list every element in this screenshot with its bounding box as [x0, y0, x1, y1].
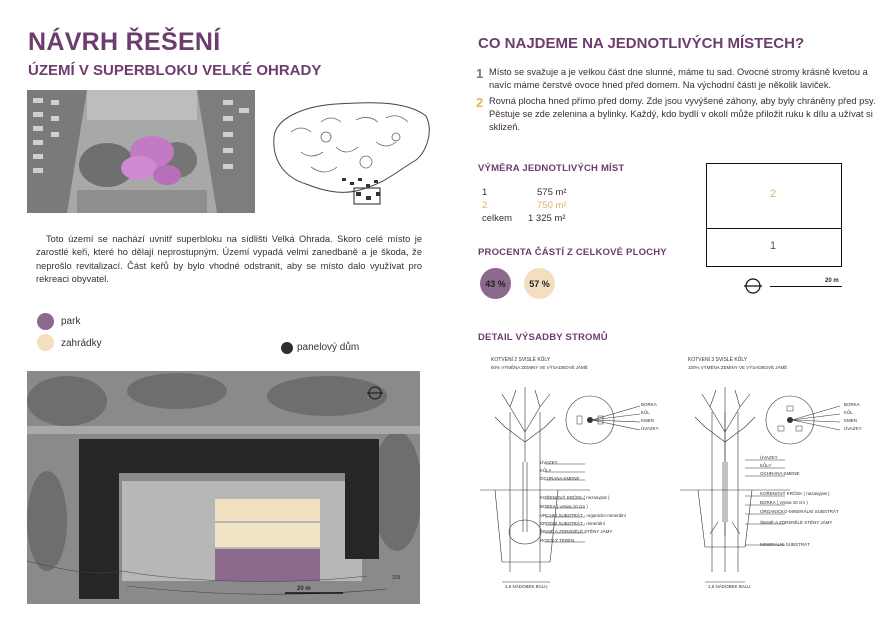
d2-label-6: ŠIKMÉ A ZDRSNĚLÉ STĚNY JÁMY	[760, 520, 833, 525]
detail-2-subheading: 100% VÝMĚNA ZEMINY VE VÝSADBOVÉ JÁMĚ	[688, 365, 788, 370]
detail-1-heading: KOTVENÍ 2 SVISLÉ KŮLY	[491, 357, 551, 363]
d2-bottom-label: 1,5 NÁDOBEK BALU	[708, 584, 751, 589]
area-2-value: 750 m²	[537, 200, 567, 211]
legend-park-swatch	[37, 313, 54, 330]
area-plan-diagram	[706, 163, 842, 267]
aerial-corner-label: 328	[392, 575, 401, 581]
area-1-value: 575 m²	[537, 187, 567, 198]
d1-plan-label-1: KŮL	[641, 410, 650, 415]
detail-2-heading: KOTVENÍ 3 SVISLÉ KŮLY	[688, 357, 748, 363]
legend-building-label: panelový dům	[297, 342, 360, 353]
d2-plan-label-0: BORKA	[844, 402, 860, 407]
percent-park: 43 %	[480, 268, 511, 299]
page-title: NÁVRH ŘEŠENÍ	[28, 28, 221, 56]
d1-bottom-label: 1,5 NÁDOBEK BALU	[505, 584, 548, 589]
d1-label-0: ÚVAZKY	[540, 460, 558, 465]
detail-title: DETAIL VÝSADBY STROMŮ	[478, 332, 608, 343]
plan-scale-bar	[770, 286, 842, 287]
area-total-label: celkem	[482, 213, 513, 224]
site-photo	[27, 90, 255, 213]
area-1-label: 1	[482, 187, 488, 198]
d2-plan-label-1: KŮL	[844, 410, 853, 415]
legend-gardens-swatch	[37, 334, 54, 351]
detail-1-subheading: 50% VÝMĚNA ZEMINY VE VÝSADBOVÉ JÁMĚ	[491, 365, 588, 370]
d2-label-5: ORGANICKO-MINERÁLNÍ SUBSTRÁT	[760, 509, 839, 514]
d2-label-7: MINERÁLNÍ SUBSTRÁT	[760, 542, 810, 547]
d2-label-3: KOŘENOVÝ KRČEK ( nezasypat )	[760, 491, 830, 496]
areas-title: VÝMĚRA JEDNOTLIVÝCH MÍST	[478, 163, 625, 174]
area-total-value: 1 325 m²	[528, 213, 566, 224]
d1-label-7: ŠIKMÉ A ZDRSNĚLÉ STĚNY JÁMY	[540, 529, 613, 534]
place-2-text: Rovná plocha hned přímo před domy. Zde jsou vyvýšené záhony, aby byly chráněny před psy. Pěstuje se zde zelenina a bylinky. Každý, kdo bydlí v okolí může přiložit ruku k dílu a užívat si sklizeň.	[489, 96, 876, 132]
aerial-map	[27, 371, 420, 604]
d1-plan-label-0: BORKA	[641, 402, 657, 407]
d1-label-6: SPODNÍ SUBSTRÁT - minerální	[540, 521, 605, 526]
location-map	[266, 92, 434, 210]
d1-label-1: KŮLY	[540, 468, 552, 473]
percent-gardens: 57 %	[524, 268, 555, 299]
legend-park-label: park	[61, 316, 81, 327]
places-title: CO NAJDEME NA JEDNOTLIVÝCH MÍSTECH?	[478, 35, 805, 52]
d1-label-3: KOŘENOVÝ KRČEK ( nezasypat )	[540, 495, 610, 500]
d2-label-2: OCHRANA KMENE	[760, 471, 800, 476]
plan-north-icon	[743, 276, 763, 296]
place-1-number: 1	[476, 66, 484, 81]
legend-gardens-label: zahrádky	[61, 338, 102, 349]
legend-building-swatch	[281, 342, 293, 354]
d1-label-5: VRCHNÍ SUBSTRÁT - organicko-minerální	[540, 513, 626, 518]
page-subtitle: ÚZEMÍ V SUPERBLOKU VELKÉ OHRADY	[28, 62, 322, 79]
d1-plan-label-2: KMEN	[641, 418, 655, 423]
d1-label-2: OCHRANA KMENE	[540, 476, 580, 481]
percent-title: PROCENTA ČÁSTÍ Z CELKOVÉ PLOCHY	[478, 247, 667, 258]
d2-plan-label-2: KMEN	[844, 418, 858, 423]
place-2-number: 2	[476, 95, 484, 110]
plan-label-2: 2	[770, 188, 777, 200]
area-2-label: 2	[482, 200, 488, 211]
d2-label-4: BORKA ( vrstva 10 cm )	[760, 500, 808, 505]
d1-label-4: BORKA ( vrstva 10 cm )	[540, 504, 588, 509]
plan-scale-label: 20 m	[825, 278, 839, 284]
site-description: Toto území se nachází uvnitř superbloku na sídlišti Velká Ohrada. Skoro celé místo je zarostlé keři, které ho dělají neprostupným. Území vypadá velmi zanedbaně a je škoda, že neprošlo revitalizací. Část keřů by bylo vhodné odstranit, aby se místo dalo využívat pro rekreaci obyvatel.	[36, 234, 422, 285]
place-1-text: Místo se svažuje a je velkou část dne slunné, máme tu sad. Ovocné stromy krásně kvetou a navíc máme čerstvé ovoce hned před domem. Na východní části je několik laviček.	[489, 67, 868, 90]
d1-plan-label-3: ÚVAZKY	[641, 426, 659, 431]
d2-label-0: ÚVAZKY	[760, 455, 778, 460]
d2-plan-label-3: ÚVAZKY	[844, 426, 862, 431]
d1-label-8: ROSTLÝ TERÉN	[540, 538, 575, 543]
plan-label-1: 1	[770, 240, 777, 252]
aerial-scale-label: 20 m	[297, 586, 311, 592]
d2-label-1: KŮLY	[760, 463, 772, 468]
